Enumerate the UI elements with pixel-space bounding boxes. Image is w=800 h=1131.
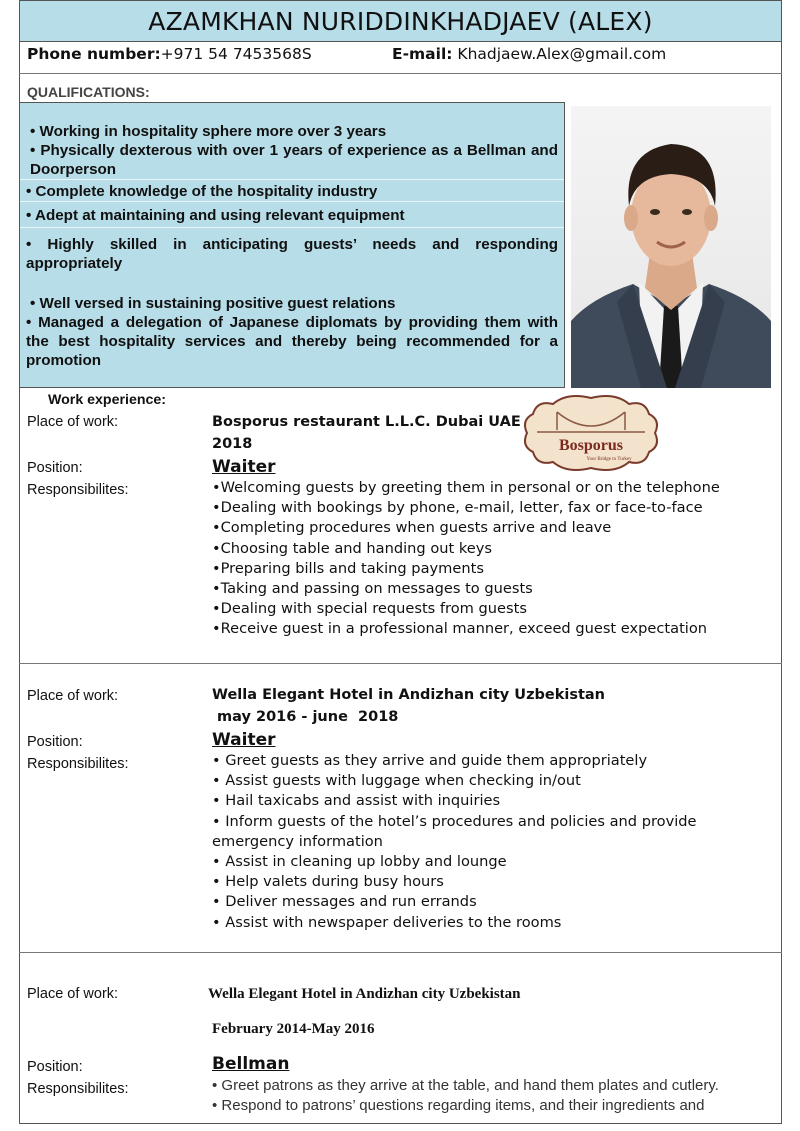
divider	[19, 73, 782, 74]
svg-text:Your Bridge to Turkey: Your Bridge to Turkey	[586, 457, 632, 462]
responsibilities-label: Responsibilites:	[27, 756, 129, 772]
qualification-item: • Highly skilled in anticipating guests’ needs and responding appropriately	[26, 236, 558, 272]
job-position: Bellman	[212, 1054, 290, 1074]
job-date: may 2016 - june 2018	[212, 709, 399, 725]
email-line	[392, 45, 666, 63]
qualifications-heading: QUALIFICATIONS:	[27, 84, 150, 100]
list-item: •Choosing table and handing out keys	[212, 539, 493, 557]
phone-line	[27, 45, 312, 63]
list-item: • Inform guests of the hotel’s procedures and policies and provide emergency information	[212, 812, 697, 850]
job-position: Waiter	[212, 457, 276, 477]
phone-value: +971 54 7453568S	[160, 45, 312, 63]
list-item: •Dealing with special requests from guests	[212, 600, 527, 618]
divider	[19, 952, 782, 953]
list-item: • Assist in cleaning up lobby and lounge	[212, 853, 507, 871]
responsibilities-label: Responsibilites:	[27, 482, 129, 498]
qualification-item: • Complete knowledge of the hospitality industry	[26, 183, 378, 200]
divider	[20, 179, 564, 180]
email-value: Khadjaew.Alex@gmail.com	[457, 45, 667, 63]
place-label: Place of work:	[27, 688, 119, 704]
place-label: Place of work:	[27, 986, 119, 1002]
duties-list	[212, 751, 757, 933]
list-item: •Taking and passing on messages to guests	[212, 580, 533, 598]
list-item: •Receive guest in a professional manner, exceed guest expectation	[212, 620, 708, 638]
position-label: Position:	[27, 734, 83, 750]
divider	[20, 227, 564, 228]
job-date: 2018	[212, 436, 253, 452]
qualifications-box	[19, 102, 565, 388]
qualification-item: • Physically dexterous with over 1 years of experience as a Bellman and Doorperson	[30, 142, 558, 178]
qualification-item: • Adept at maintaining and using relevant equipment	[26, 207, 405, 224]
candidate-name: AZAMKHAN NURIDDINKHADJAEV (ALEX)	[148, 7, 653, 36]
bosporus-logo	[517, 390, 665, 476]
list-item: • Assist with newspaper deliveries to the rooms	[212, 913, 562, 931]
list-item: • Greet guests as they arrive and guide them appropriately	[212, 752, 648, 769]
place-label: Place of work:	[27, 414, 119, 430]
email-label: E-mail:	[392, 45, 453, 63]
position-label: Position:	[27, 1059, 83, 1075]
list-item: • Help valets during busy hours	[212, 873, 444, 891]
list-item: •Completing procedures when guests arrive and leave	[212, 519, 612, 537]
list-item: • Greet patrons as they arrive at the table, and hand them plates and cutlery.	[212, 1077, 719, 1094]
svg-text:Bosporus: Bosporus	[558, 437, 624, 454]
work-experience-heading: Work experience:	[48, 392, 167, 408]
job-place: Bosporus restaurant L.L.C. Dubai UAE	[212, 414, 521, 430]
list-item: • Assist guests with luggage when checking in/out	[212, 772, 581, 790]
phone-label: Phone number:	[27, 45, 161, 63]
list-item: •Welcoming guests by greeting them in personal or on the telephone	[212, 479, 720, 496]
job-position: Waiter	[212, 730, 276, 750]
responsibilities-label: Responsibilites:	[27, 1081, 129, 1097]
profile-photo	[571, 106, 771, 388]
job-place: Wella Elegant Hotel in Andizhan city Uzbekistan	[208, 986, 521, 1002]
qualification-item: • Well versed in sustaining positive guest relations	[30, 295, 396, 312]
duties-list	[212, 1076, 772, 1116]
position-label: Position:	[27, 460, 83, 476]
list-item: • Hail taxicabs and assist with inquiries	[212, 792, 501, 810]
duties-list	[212, 478, 772, 640]
job-date: February 2014-May 2016	[212, 1021, 375, 1037]
divider	[20, 201, 564, 202]
list-item: •Preparing bills and taking payments	[212, 559, 484, 577]
list-item: • Deliver messages and run errands	[212, 893, 477, 911]
divider	[19, 663, 782, 664]
job-place: Wella Elegant Hotel in Andizhan city Uzbekistan	[212, 687, 606, 703]
qualification-item: • Managed a delegation of Japanese diplomats by providing them with the best hospitality services and thereby being recommended for a promotion	[26, 314, 558, 369]
list-item: •Dealing with bookings by phone, e-mail, letter, fax or face-to-face	[212, 499, 703, 517]
list-item: • Respond to patrons’ questions regarding items, and their ingredients and	[212, 1097, 705, 1114]
qualification-item: • Working in hospitality sphere more over 3 years	[30, 123, 387, 140]
name-banner	[19, 0, 782, 42]
